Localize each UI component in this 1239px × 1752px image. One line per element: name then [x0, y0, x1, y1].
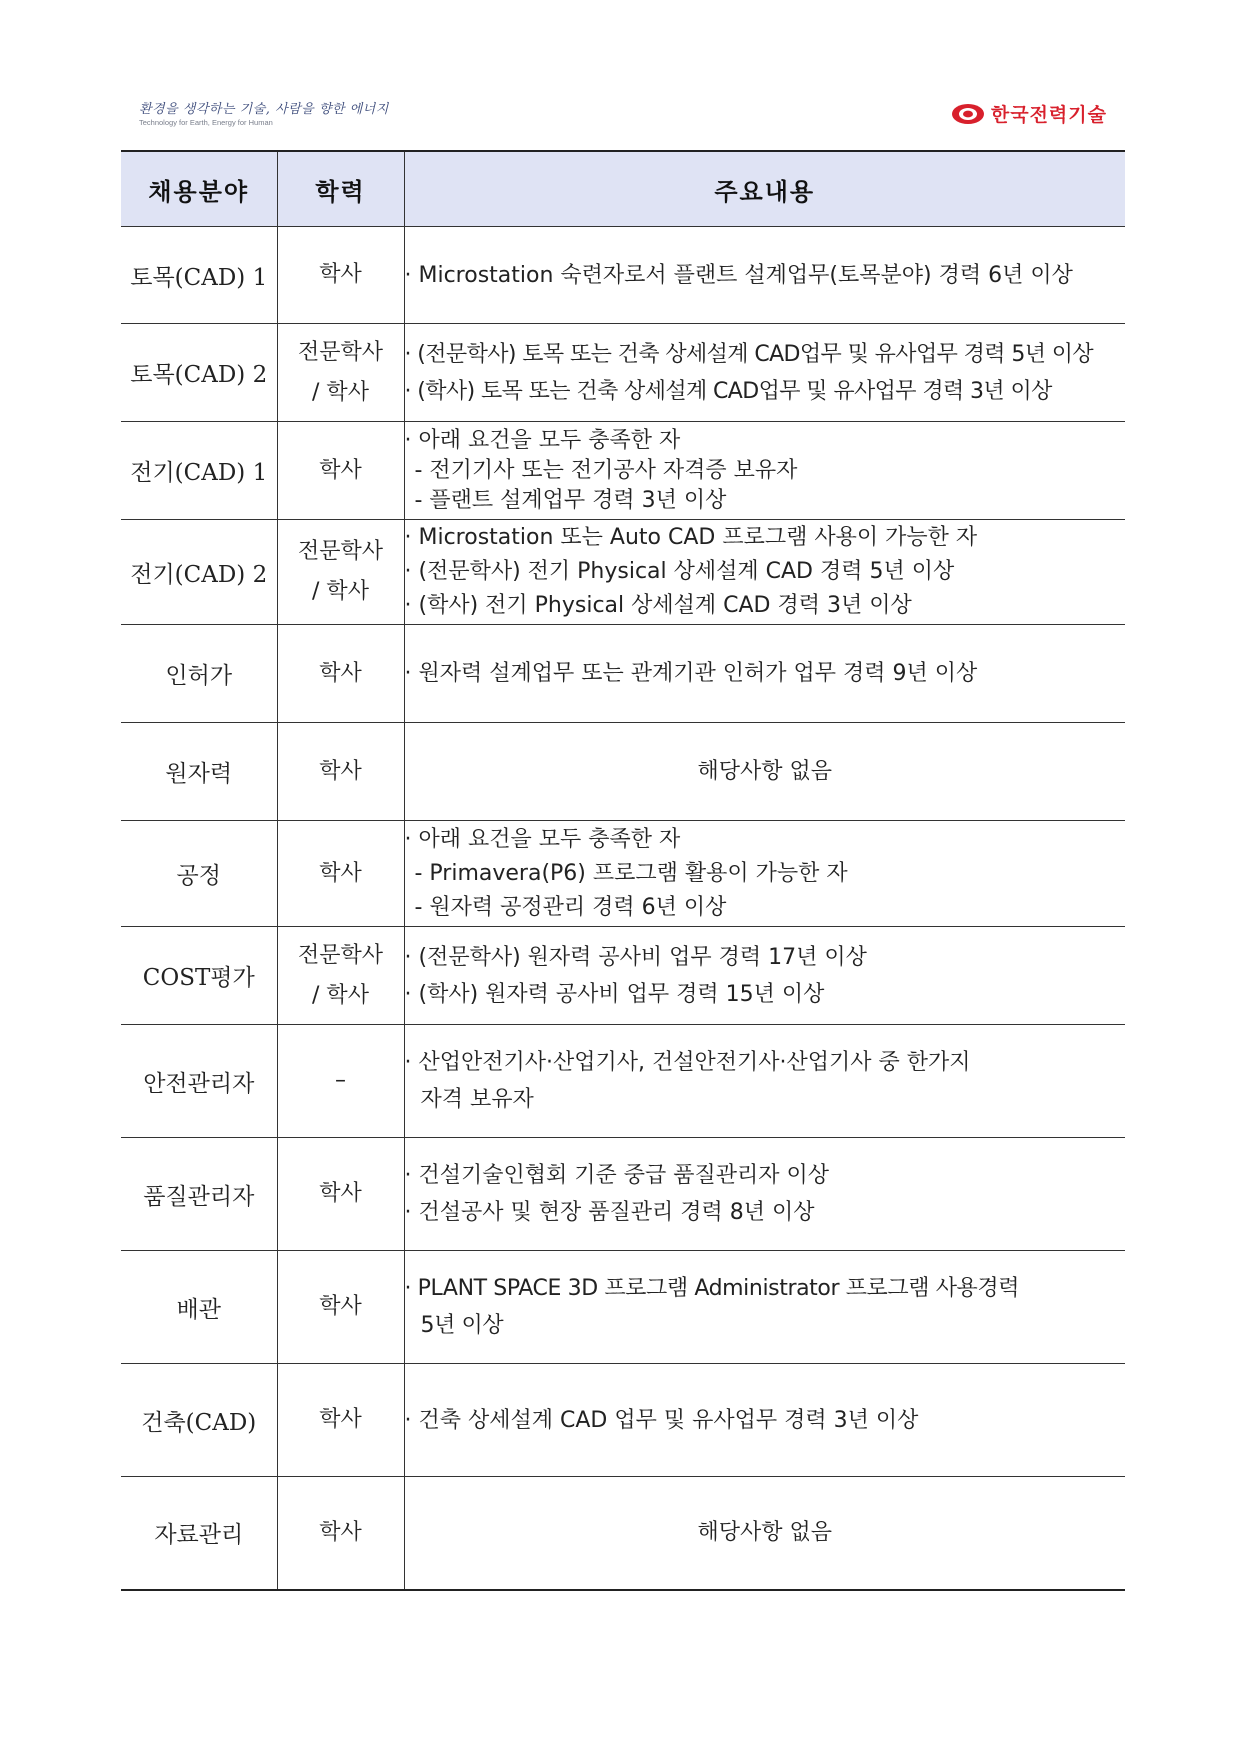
table-row: [121, 927, 1125, 1025]
page-header: [121, 92, 1123, 134]
details-cell: [404, 927, 1125, 1025]
education-cell: [277, 520, 404, 625]
detail-line: · 원자력 설계업무 또는 관계기관 인허가 업무 경력 9년 이상: [404, 661, 978, 686]
details-cell: [404, 1138, 1125, 1251]
detail-line: · 건설기술인협회 기준 중급 품질관리자 이상: [404, 1163, 829, 1188]
detail-line: · (학사) 원자력 공사비 업무 경력 15년 이상: [404, 981, 825, 1007]
detail-line: · 건설공사 및 현장 품질관리 경력 8년 이상: [404, 1200, 815, 1225]
education-line: 학사: [319, 660, 362, 686]
field-cell: 토목(CAD) 1: [121, 227, 277, 324]
slogan-korean: 환경을 생각하는 기술, 사람을 향한 에너지: [139, 102, 389, 117]
detail-line: · (전문학사) 원자력 공사비 업무 경력 17년 이상: [404, 944, 867, 970]
field-cell: 자료관리: [121, 1477, 277, 1590]
column-header-details: 주요내용: [404, 151, 1125, 227]
education-cell: [277, 1477, 404, 1590]
detail-line: - 원자력 공정관리 경력 6년 이상: [414, 894, 727, 920]
detail-line: · (전문학사) 전기 Physical 상세설계 CAD 경력 5년 이상: [404, 559, 955, 584]
education-cell: [277, 1251, 404, 1364]
field-cell: 배관: [121, 1251, 277, 1364]
field-cell: 전기(CAD) 2: [121, 520, 277, 625]
company-logo: [951, 100, 1107, 127]
education-line: 학사: [319, 457, 362, 483]
table-row: [121, 821, 1125, 927]
field-cell: 인허가: [121, 625, 277, 723]
table-row: [121, 1025, 1125, 1138]
field-cell: 안전관리자: [121, 1025, 277, 1138]
table-row: [121, 324, 1125, 422]
detail-line: 자격 보유자: [420, 1087, 534, 1112]
education-cell: [277, 821, 404, 927]
table-row: [121, 1477, 1125, 1590]
table-row: [121, 1138, 1125, 1251]
table-row: [121, 520, 1125, 625]
table-row: [121, 1251, 1125, 1364]
education-cell: [277, 324, 404, 422]
education-line: 학사: [319, 860, 362, 886]
details-cell: [404, 520, 1125, 625]
detail-line: · 산업안전기사·산업기사, 건설안전기사·산업기사 중 한가지: [404, 1050, 971, 1075]
education-line: 학사: [319, 1294, 362, 1319]
detail-line: - Primavera(P6) 프로그램 활용이 가능한 자: [414, 860, 848, 886]
details-cell: [404, 821, 1125, 927]
education-line: 학사: [319, 262, 362, 287]
field-cell: 전기(CAD) 1: [121, 422, 277, 520]
column-header-education: 학력: [277, 151, 404, 227]
table-row: [121, 1364, 1125, 1477]
detail-line: 해당사항 없음: [697, 1520, 832, 1546]
details-cell: [404, 324, 1125, 422]
field-cell: 건축(CAD): [121, 1364, 277, 1477]
details-cell: [404, 227, 1125, 324]
education-line: 학사: [319, 1181, 362, 1206]
education-line: 학사: [319, 1407, 362, 1432]
kepco-logo-icon: [951, 103, 985, 125]
education-line: / 학사: [312, 982, 369, 1008]
detail-line: · 아래 요건을 모두 충족한 자: [404, 826, 681, 852]
education-cell: [277, 1364, 404, 1477]
education-line: 전문학사: [297, 339, 383, 365]
education-line: 학사: [319, 758, 362, 784]
education-cell: [277, 927, 404, 1025]
education-line: 학사: [319, 1519, 362, 1545]
detail-line: · PLANT SPACE 3D 프로그램 Administrator 프로그램 사용경력: [404, 1276, 1020, 1301]
detail-line: · (학사) 토목 또는 건축 상세설계 CAD업무 및 유사업무 경력 3년 이상: [404, 378, 1052, 404]
column-header-field: 채용분야: [121, 151, 277, 227]
detail-line: 해당사항 없음: [697, 759, 832, 784]
education-line: –: [335, 1068, 346, 1093]
education-cell: [277, 723, 404, 821]
slogan-english: Technology for Earth, Energy for Human: [139, 118, 273, 127]
education-cell: [277, 1025, 404, 1138]
recruitment-table: [121, 150, 1125, 1591]
detail-line: - 플랜트 설계업무 경력 3년 이상: [414, 487, 727, 513]
field-cell: 토목(CAD) 2: [121, 324, 277, 422]
detail-line: 5년 이상: [420, 1313, 504, 1338]
detail-line: · 건축 상세설계 CAD 업무 및 유사업무 경력 3년 이상: [404, 1407, 919, 1433]
table-row: [121, 723, 1125, 821]
field-cell: COST평가: [121, 927, 277, 1025]
education-line: 전문학사: [297, 539, 383, 564]
table-row: [121, 227, 1125, 324]
field-cell: 공정: [121, 821, 277, 927]
detail-line: - 전기기사 또는 전기공사 자격증 보유자: [414, 457, 798, 483]
detail-line: · (학사) 전기 Physical 상세설계 CAD 경력 3년 이상: [404, 593, 912, 618]
education-line: 전문학사: [297, 942, 383, 968]
education-cell: [277, 1138, 404, 1251]
education-line: / 학사: [312, 379, 369, 405]
education-line: / 학사: [312, 579, 369, 604]
education-cell: [277, 227, 404, 324]
details-cell: [404, 1025, 1125, 1138]
education-cell: [277, 422, 404, 520]
detail-line: · Microstation 숙련자로서 플랜트 설계업무(토목분야) 경력 6년 이상: [404, 262, 1073, 288]
details-cell: [404, 625, 1125, 723]
detail-line: · Microstation 또는 Auto CAD 프로그램 사용이 가능한 자: [404, 525, 978, 550]
education-cell: [277, 625, 404, 723]
table-header-row: [121, 151, 1125, 227]
details-cell: [404, 723, 1125, 821]
company-name: 한국전력기술: [990, 104, 1107, 126]
field-cell: 원자력: [121, 723, 277, 821]
table-row: [121, 422, 1125, 520]
detail-line: · 아래 요건을 모두 충족한 자: [404, 427, 681, 453]
details-cell: [404, 422, 1125, 520]
details-cell: [404, 1251, 1125, 1364]
details-cell: [404, 1477, 1125, 1590]
field-cell: 품질관리자: [121, 1138, 277, 1251]
table-row: [121, 625, 1125, 723]
details-cell: [404, 1364, 1125, 1477]
detail-line: · (전문학사) 토목 또는 건축 상세설계 CAD업무 및 유사업무 경력 5년 이상: [404, 341, 1094, 367]
